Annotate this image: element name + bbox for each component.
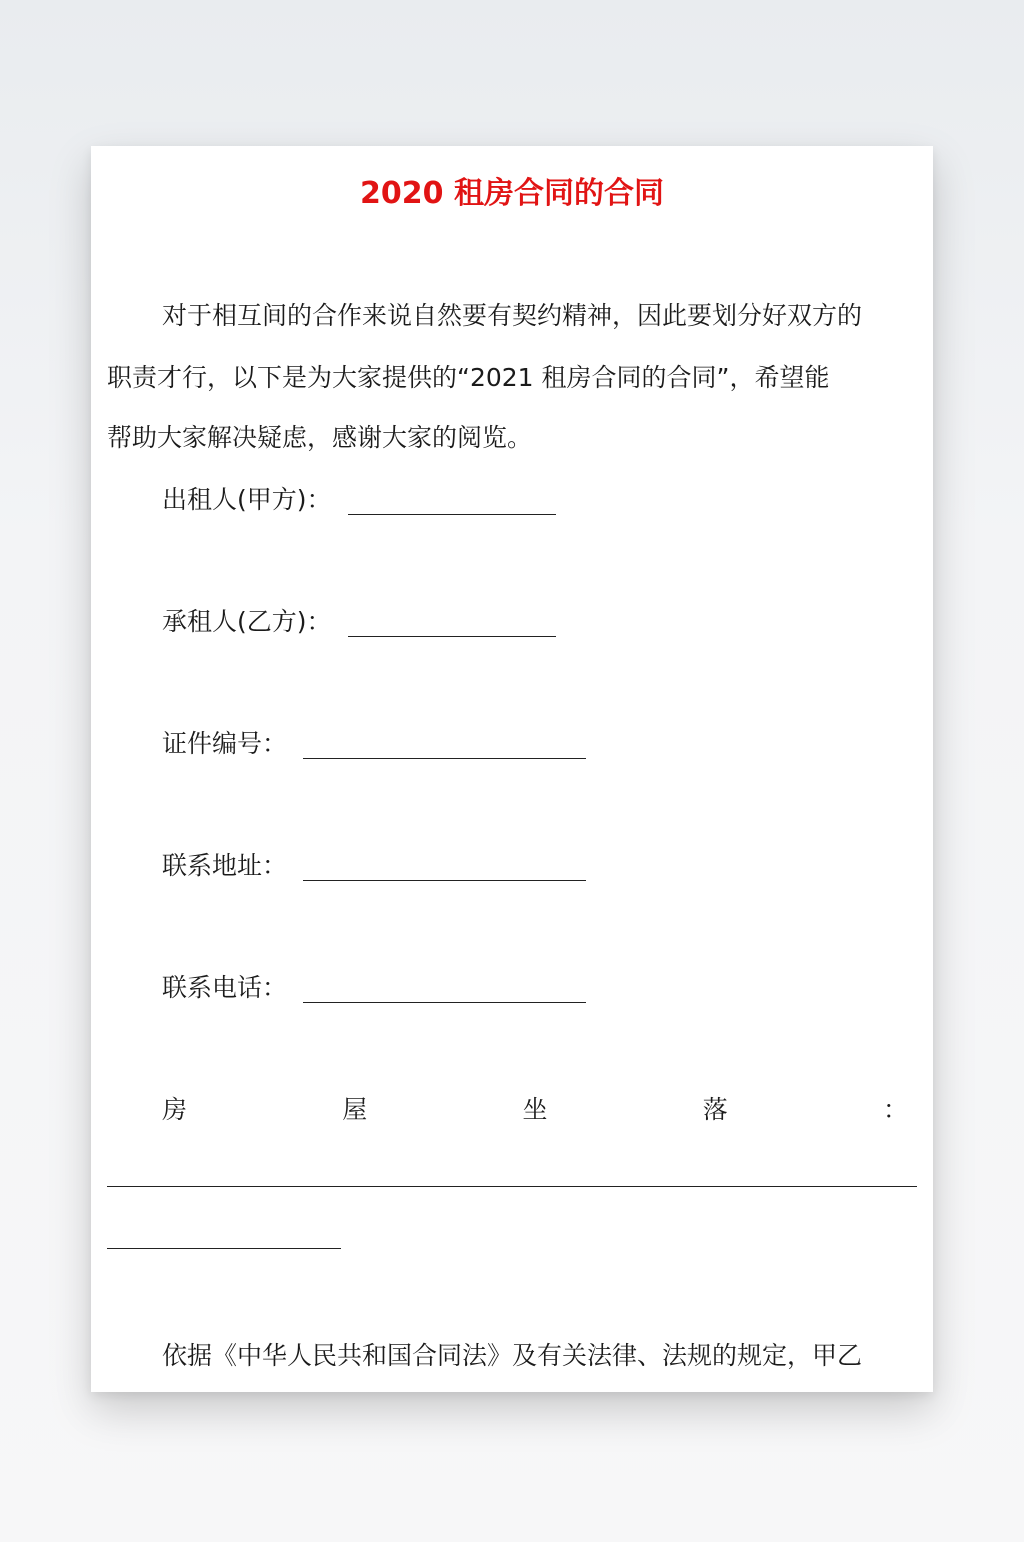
intro-line-3: 帮助大家解决疑虑，感谢大家的阅览。 (107, 423, 533, 452)
location-char: 落 (702, 1095, 728, 1124)
id-number-blank (303, 732, 586, 759)
location-blank-short (107, 1248, 341, 1249)
lessor-label: 出租人(甲方)： (162, 485, 332, 514)
location-blank-full (107, 1186, 917, 1187)
legal-basis-line: 依据《中华人民共和国合同法》及有关法律、法规的规定，甲乙 (162, 1341, 863, 1370)
location-char: 屋 (342, 1095, 368, 1124)
phone-blank (303, 976, 586, 1003)
address-blank (303, 854, 586, 881)
lessee-field (162, 605, 556, 639)
id-number-field (162, 727, 586, 761)
location-char: 房 (162, 1095, 188, 1124)
lessor-field (162, 483, 556, 517)
phone-label: 联系电话： (162, 973, 288, 1002)
location-char: 坐 (522, 1095, 548, 1124)
id-number-label: 证件编号： (162, 729, 288, 758)
address-field (162, 849, 586, 883)
property-location-label (162, 1093, 908, 1127)
document-title: 2020 租房合同的合同 (360, 176, 664, 211)
lessee-blank (348, 610, 556, 637)
lessee-label: 承租人(乙方)： (162, 607, 332, 636)
lessor-blank (348, 488, 556, 515)
intro-line-2: 职责才行，以下是为大家提供的“2021 租房合同的合同”，希望能 (107, 363, 830, 392)
document-page (91, 146, 933, 1392)
address-label: 联系地址： (162, 851, 288, 880)
location-char: ： (882, 1095, 908, 1124)
phone-field (162, 971, 586, 1005)
intro-line-1: 对于相互间的合作来说自然要有契约精神，因此要划分好双方的 (162, 301, 863, 330)
